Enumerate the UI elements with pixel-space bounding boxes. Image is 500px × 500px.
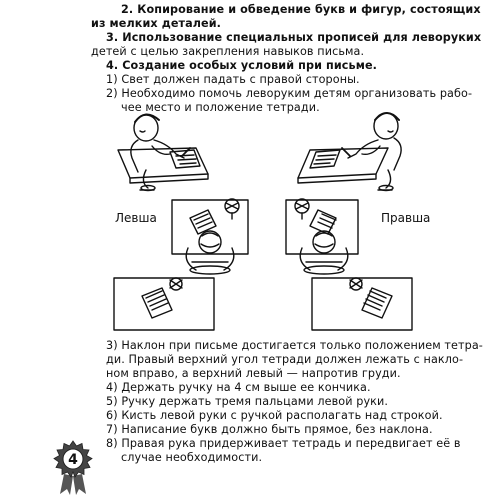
paragraph-line: 6) Кисть левой руки с ручкой располагать над строкой. xyxy=(106,409,443,422)
paragraph-line: 2. Копирование и обведение букв и фигур, состоящих xyxy=(121,3,481,16)
right-handed-child-figure xyxy=(298,113,401,191)
paragraph-line: детей с целью закрепления навыков письма. xyxy=(91,45,365,58)
left-handed-top-view xyxy=(172,199,248,274)
left-handed-label: Левша xyxy=(115,211,157,225)
paragraph-line: ди. Правый верхний угол тетради должен лежать с накло- xyxy=(106,353,464,366)
paragraph-line: 2) Необходимо помочь леворуким детям организовать рабо- xyxy=(106,87,473,100)
paragraph-line: чее место и положение тетради. xyxy=(121,101,320,114)
paragraph-line: 1) Свет должен падать с правой стороны. xyxy=(106,73,360,86)
paragraph-line: 4. Создание особых условий при письме. xyxy=(106,59,377,72)
paragraph-line: 5) Ручку держать тремя пальцами левой руки. xyxy=(106,395,389,408)
paragraph-line: 3) Наклон при письме достигается только положением тетра- xyxy=(106,339,483,352)
right-handed-top-view xyxy=(286,199,358,274)
paragraph-line: случае необходимости. xyxy=(121,451,263,464)
paragraph-line: из мелких деталей. xyxy=(91,17,222,30)
paragraph-line: ном вправо, а верхний левый — напротив груди. xyxy=(106,367,401,380)
page-number: 4 xyxy=(68,452,78,468)
paragraph-line: 8) Правая рука придерживает тетрадь и передвигает её в xyxy=(106,437,461,450)
page-number-badge xyxy=(52,440,94,496)
left-handed-child-figure xyxy=(118,114,208,190)
right-handed-label: Правша xyxy=(381,211,431,225)
left-handed-desk-layout xyxy=(114,278,214,330)
paragraph-line: 7) Написание букв должно быть прямое, без наклона. xyxy=(106,423,433,436)
right-handed-desk-layout xyxy=(312,278,412,330)
paragraph-line: 3. Использование специальных прописей для леворуких xyxy=(106,31,482,44)
paragraph-line: 4) Держать ручку на 4 см выше ее кончика. xyxy=(106,381,371,394)
